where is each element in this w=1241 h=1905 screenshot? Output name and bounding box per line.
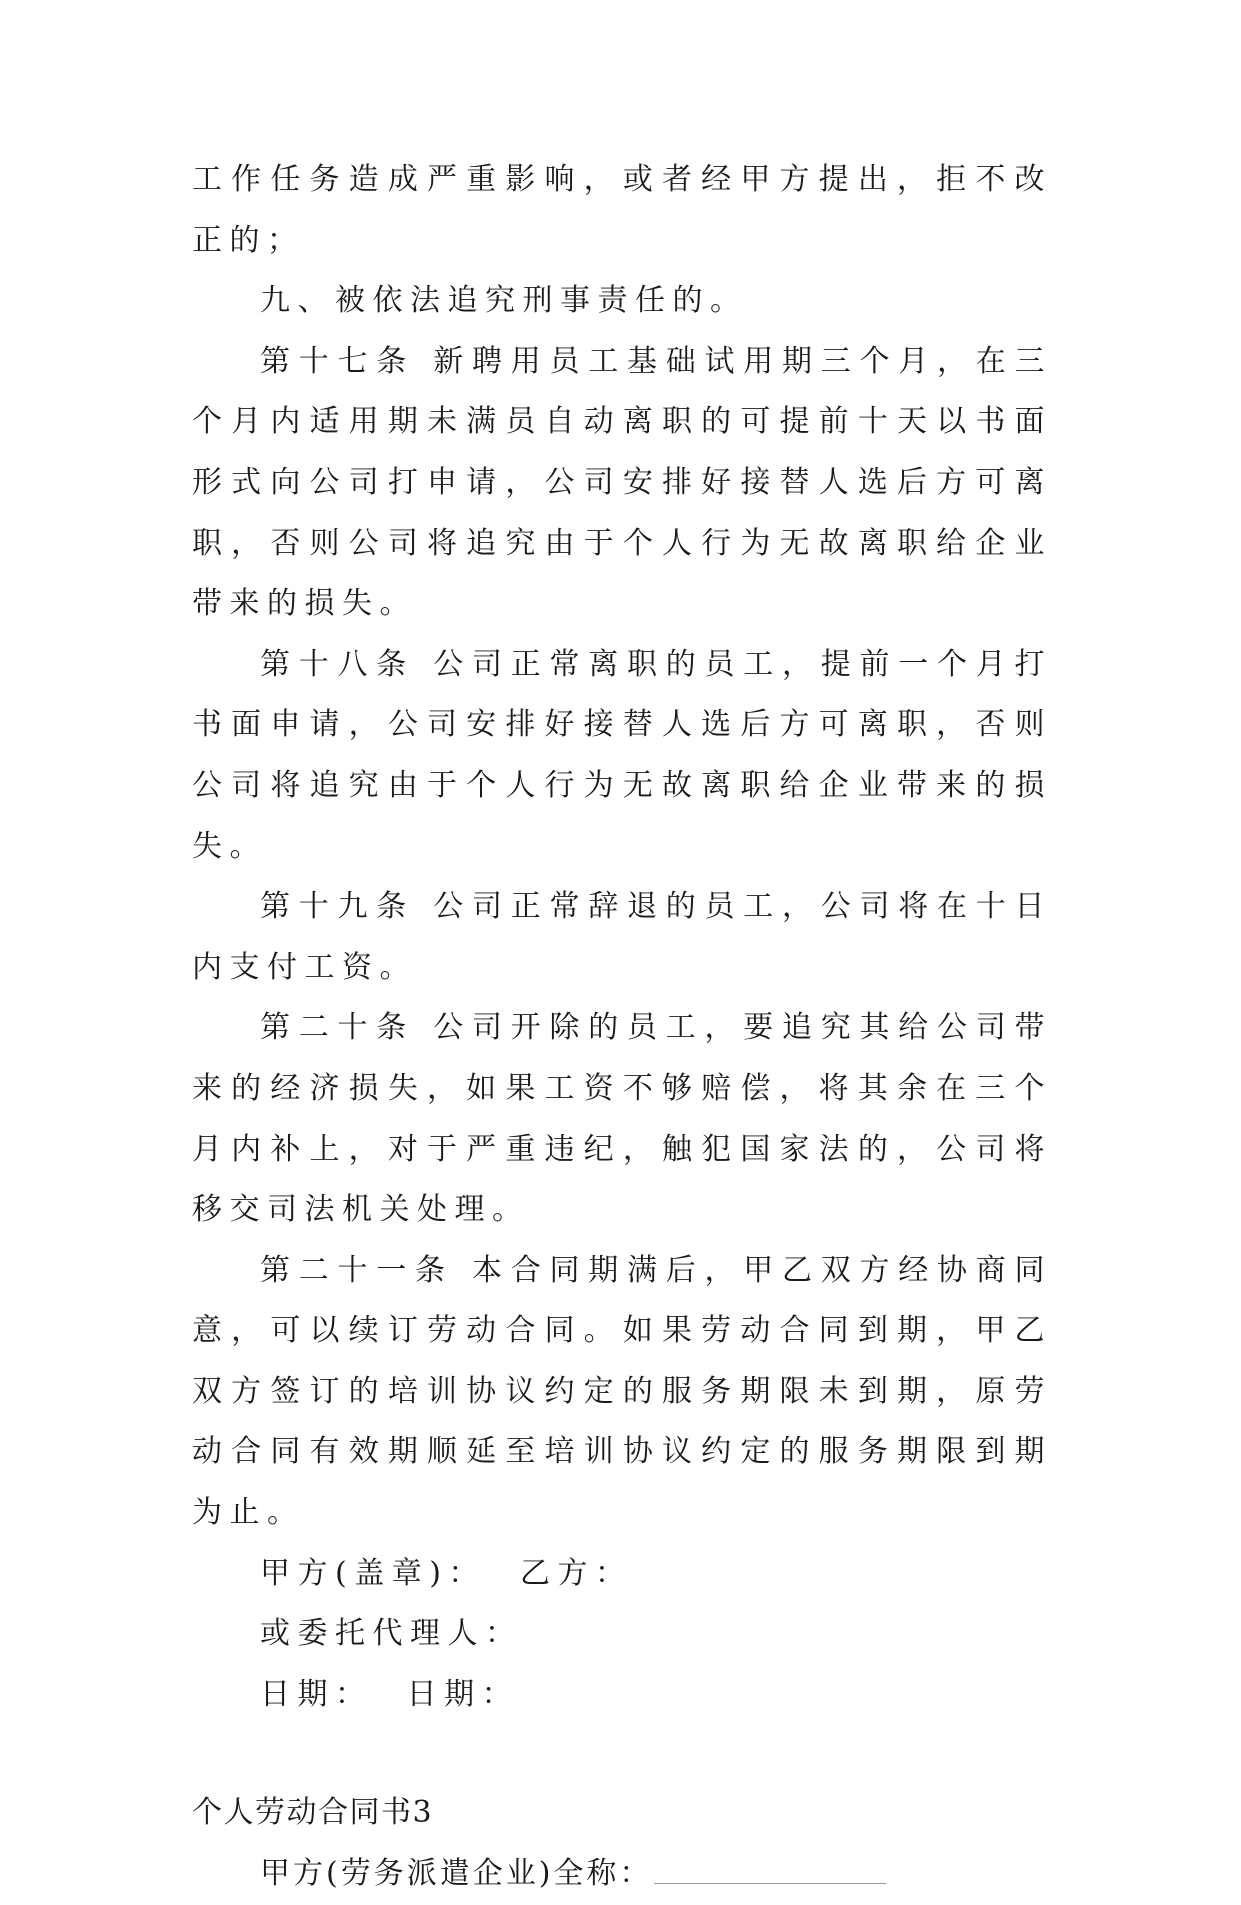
fill-in-blank[interactable] (654, 1867, 886, 1884)
paragraph-article-18: 第十八条 公司正常离职的员工，提前一个月打书面申请，公司安排好接替人选后方可离职，否则公司将追究由于个人行为无故离职给企业带来的损失。 (192, 646, 1052, 864)
paragraph-article-19: 第十九条 公司正常辞退的员工，公司将在十日内支付工资。 (192, 889, 1052, 985)
section-title: 个人劳动合同书3 (192, 1795, 434, 1831)
signature-date-line: 日期： 日期： (260, 1676, 520, 1712)
signature-agent-line: 或委托代理人： (260, 1616, 523, 1652)
paragraph-article-17: 第十七条 新聘用员工基础试用期三个月，在三个月内适用期未满员自动离职的可提前十天以书面形式向公司打申请，公司安排好接替人选后方可离职，否则公司将追究由于个人行为无故离职给企业带来的损失。 (192, 343, 1052, 622)
paragraph-article-21: 第二十一条 本合同期满后，甲乙双方经协商同意，可以续订劳动合同。如果劳动合同到期，甲乙双方签订的培训协议约定的服务期限未到期，原劳动合同有效期顺延至培训协议约定的服务期限到期为止。 (192, 1252, 1052, 1531)
paragraph-article-20: 第二十条 公司开除的员工，要追究其给公司带来的经济损失，如果工资不够赔偿，将其余在三个月内补上，对于严重违纪，触犯国家法的，公司将移交司法机关处理。 (192, 1010, 1052, 1228)
signature-party-line: 甲方(盖章)： 乙方： (260, 1555, 633, 1591)
paragraph-continuation: 工作任务造成严重影响，或者经甲方提出，拒不改正的； (192, 162, 1052, 258)
party-a-fullname-line (192, 1844, 1052, 1905)
paragraph-item-nine: 九、被依法追究刑事责任的。 (260, 283, 748, 319)
document-body (192, 150, 1052, 1905)
party-a-fullname-label: 甲方(劳务派遣企业)全称： (260, 1856, 653, 1892)
